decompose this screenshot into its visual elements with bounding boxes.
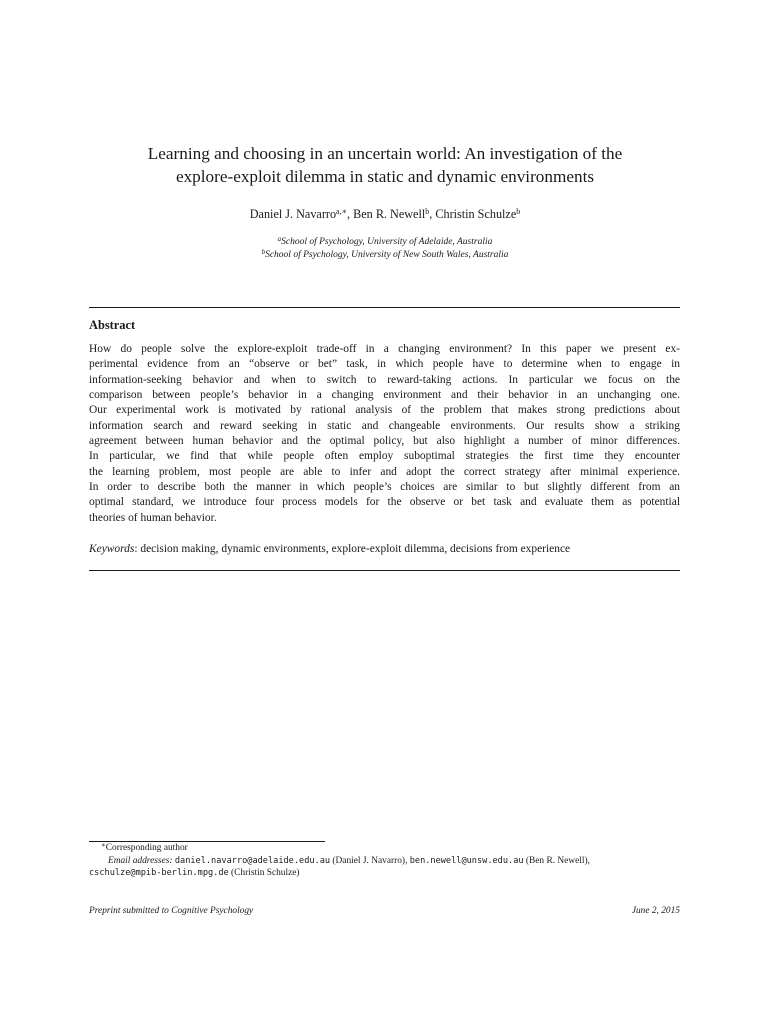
affiliation-text: School of Psychology, University of Adelaide, Australia [281,237,493,247]
affiliation-list [90,236,680,262]
email-link[interactable]: ben.newell@unsw.edu.au [409,855,524,866]
author-separator: , [429,207,436,221]
email-label: Email addresses: [108,855,173,866]
abstract-bottom-rule [89,570,680,571]
keywords-text: : decision making, dynamic environments, explore-exploit dilemma, decisions from experience [134,543,571,555]
title-line-2: explore-exploit dilemma in static and dynamic environments [175,167,595,186]
abstract-line: In order to describe both the manner in which people’s choices are similar to but slightly different from an [89,481,680,494]
affiliation [90,236,680,249]
preprint-date: June 2, 2015 [631,906,680,916]
author-name: Christin Schulze [435,207,517,221]
affiliation-text: School of Psychology, University of New South Wales, Australia [265,250,509,260]
keywords [89,543,680,555]
email-owner: (Christin Schulze) [228,868,300,879]
abstract-line: theories of human behavior. [89,511,217,524]
abstract-line: information search and reward seeking in static and changeable environments. Our results show a striking [89,419,680,432]
affiliation-mark: b [261,248,266,256]
email-link[interactable]: cschulze@mpib-berlin.mpg.de [89,868,229,879]
affiliation [90,249,680,262]
abstract-body [89,342,680,526]
footnote-mark: ∗ [101,841,106,849]
email-line [89,867,689,880]
author-name: Ben R. Newell [353,207,426,221]
author-separator: , [347,207,354,221]
abstract-line: the learning problem, most people are able to infer and adopt the correct strategy after minimal experience. [89,465,680,478]
abstract-line: agreement between human behavior and the optimal policy, but also highlight a number of minor differences. [89,435,680,448]
abstract-line: comparison between people’s behavior in a changing environment and their behavior in an unchanging one. [89,389,680,402]
abstract-line: perimental evidence from an “observe or bet” task, in which people have to determine when to engage in [89,358,680,371]
preprint-notice: Preprint submitted to Cognitive Psychology [89,906,254,916]
email-owner: (Daniel J. Navarro), [330,855,410,866]
footnote [89,842,689,880]
paper-title [90,142,680,188]
abstract-heading: Abstract [89,318,136,332]
email-link[interactable]: daniel.navarro@adelaide.edu.au [174,855,331,866]
abstract-line: information-seeking behavior and when to switch to reward-taking actions. In particular we focus on the [89,373,680,386]
title-line-1: Learning and choosing in an uncertain world: An investigation of the [147,144,623,163]
affiliation-mark: a [277,235,282,243]
abstract-line: In particular, we find that while people often employ suboptimal strategies the first time they encounter [89,450,680,463]
abstract-line: optimal standard, we introduce four process models for the observe or bet task and evaluate them as potential [89,496,680,509]
author-marks: b [516,207,521,216]
author-marks: b [425,207,430,216]
abstract-line: Our experimental work is motivated by rational analysis of the problem that makes strong predictions about [89,404,680,417]
author-list [90,207,680,222]
keywords-label: Keywords [89,543,135,555]
email-line [89,855,689,868]
email-owner: (Ben R. Newell), [523,855,590,866]
author-marks: a,∗ [336,207,348,216]
corresponding-author-note [89,842,689,855]
author-name: Daniel J. Navarro [249,207,337,221]
corresponding-author-text: Corresponding author [105,843,188,853]
abstract-line: How do people solve the explore-exploit trade-off in a changing environment? In this paper we present ex- [89,343,680,355]
abstract-top-rule [89,307,680,308]
